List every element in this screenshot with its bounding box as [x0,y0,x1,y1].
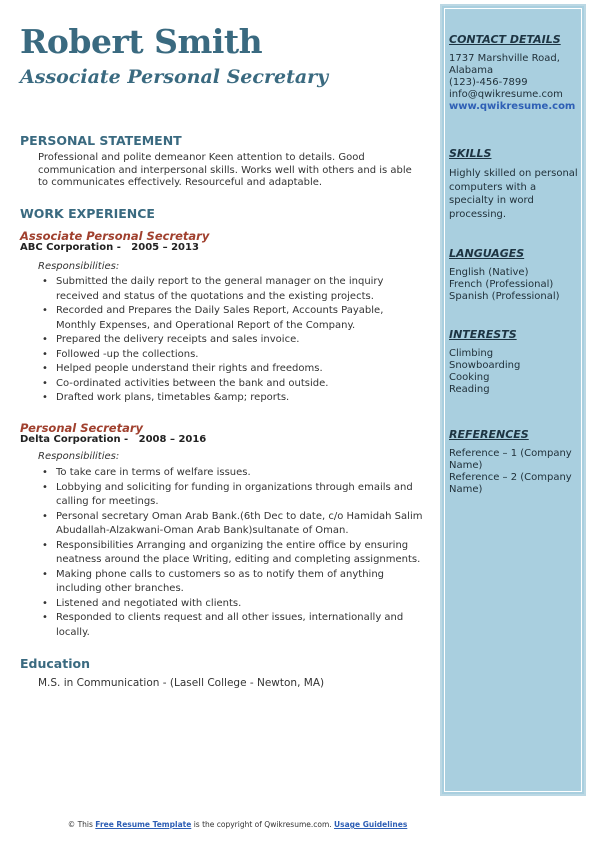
address-line-1: 1737 Marshville Road, [449,53,560,64]
sidebar-inner-border [444,8,582,792]
copyright-footer [0,820,475,829]
list-item: • Listened and negotiated with clients. [38,597,423,612]
list-item: French (Professional) [449,279,554,290]
education-entry: M.S. in Communication - (Lasell College - Newton, MA) [38,677,325,689]
interests-list [449,348,579,396]
job-bullet-list [38,275,423,406]
list-item: Snowboarding [449,360,521,371]
list-item: • Responsibilities Arranging and organizing the entire office by ensuring neatness around the place Writing, editing and completing assignments. [38,539,423,568]
list-item: • Responded to clients request and all other issues, internationally and locally. [38,611,423,640]
job-title: Associate Personal Secretary [20,229,210,243]
personal-statement-text: Professional and polite demeanor Keen attention to details. Good communication and interpersonal skills. Works well with others and is able to communicates effectively. Resourceful and adaptable. [38,152,412,188]
job-company-dates: ABC Corporation - 2005 – 2013 [20,242,199,253]
list-item: • Prepared the delivery receipts and sales invoice. [38,333,423,348]
job-company-dates: Delta Corporation - 2008 – 2016 [20,434,207,445]
list-item: English (Native) [449,267,529,278]
list-item: • Recorded and Prepares the Daily Sales Report, Accounts Payable, Monthly Expenses, and Operational Report of the Company. [38,304,423,333]
website-link[interactable]: www.qwikresume.com [449,101,576,112]
free-resume-template-link[interactable]: Free Resume Template [95,820,192,829]
list-item: • Submitted the daily report to the general manager on the inquiry received and status of the quotations and the existing projects. [38,275,423,304]
references-list [449,448,579,496]
interests-heading: INTERESTS [449,328,517,341]
languages-heading: LANGUAGES [449,247,525,260]
list-item: Reading [449,384,490,395]
contact-heading: CONTACT DETAILS [449,33,561,46]
list-item: Climbing [449,348,494,359]
usage-guidelines-link[interactable]: Usage Guidelines [334,820,408,829]
skills-text: Highly skilled on personal computers with a specialty in word processing. [449,168,578,220]
personal-statement-heading: PERSONAL STATEMENT [20,133,182,148]
responsibilities-label: Responsibilities: [38,451,120,462]
responsibilities-label: Responsibilities: [38,261,120,272]
languages-list [449,267,579,303]
list-item: • Followed -up the collections. [38,348,423,363]
candidate-name: Robert Smith [20,22,263,61]
job-title: Personal Secretary [20,421,144,435]
list-item: • To take care in terms of welfare issues. [38,466,423,481]
contact-details [449,53,579,113]
list-item: • Personal secretary Oman Arab Bank.(6th Dec to date, c/o Hamidah Salim Abudallah-Alzakwani-Oman Arab Bank)sultanate of Oman. [38,510,423,539]
phone: (123)-456-7899 [449,77,528,88]
list-item: • Co-ordinated activities between the bank and outside. [38,377,423,392]
list-item: Reference – 1 (Company Name) [449,448,572,471]
footer-middle: is the copyright of Qwikresume.com. [193,820,332,829]
list-item: • Making phone calls to customers so as to notify them of anything including other branches. [38,568,423,597]
skills-heading: SKILLS [449,147,492,160]
education-heading: Education [20,656,90,671]
list-item: Cooking [449,372,490,383]
list-item: Spanish (Professional) [449,291,560,302]
references-heading: REFERENCES [449,428,529,441]
footer-prefix: © This [67,820,93,829]
list-item: • Drafted work plans, timetables &amp; reports. [38,391,423,406]
list-item: • Helped people understand their rights and freedoms. [38,362,423,377]
work-experience-heading: WORK EXPERIENCE [20,206,155,221]
address-line-2: Alabama [449,65,494,76]
list-item: Reference – 2 (Company Name) [449,472,572,495]
candidate-title: Associate Personal Secretary [20,66,329,88]
list-item: • Lobbying and soliciting for funding in organizations through emails and calling for meetings. [38,481,423,510]
job-bullet-list [38,466,423,640]
email: info@qwikresume.com [449,89,563,100]
